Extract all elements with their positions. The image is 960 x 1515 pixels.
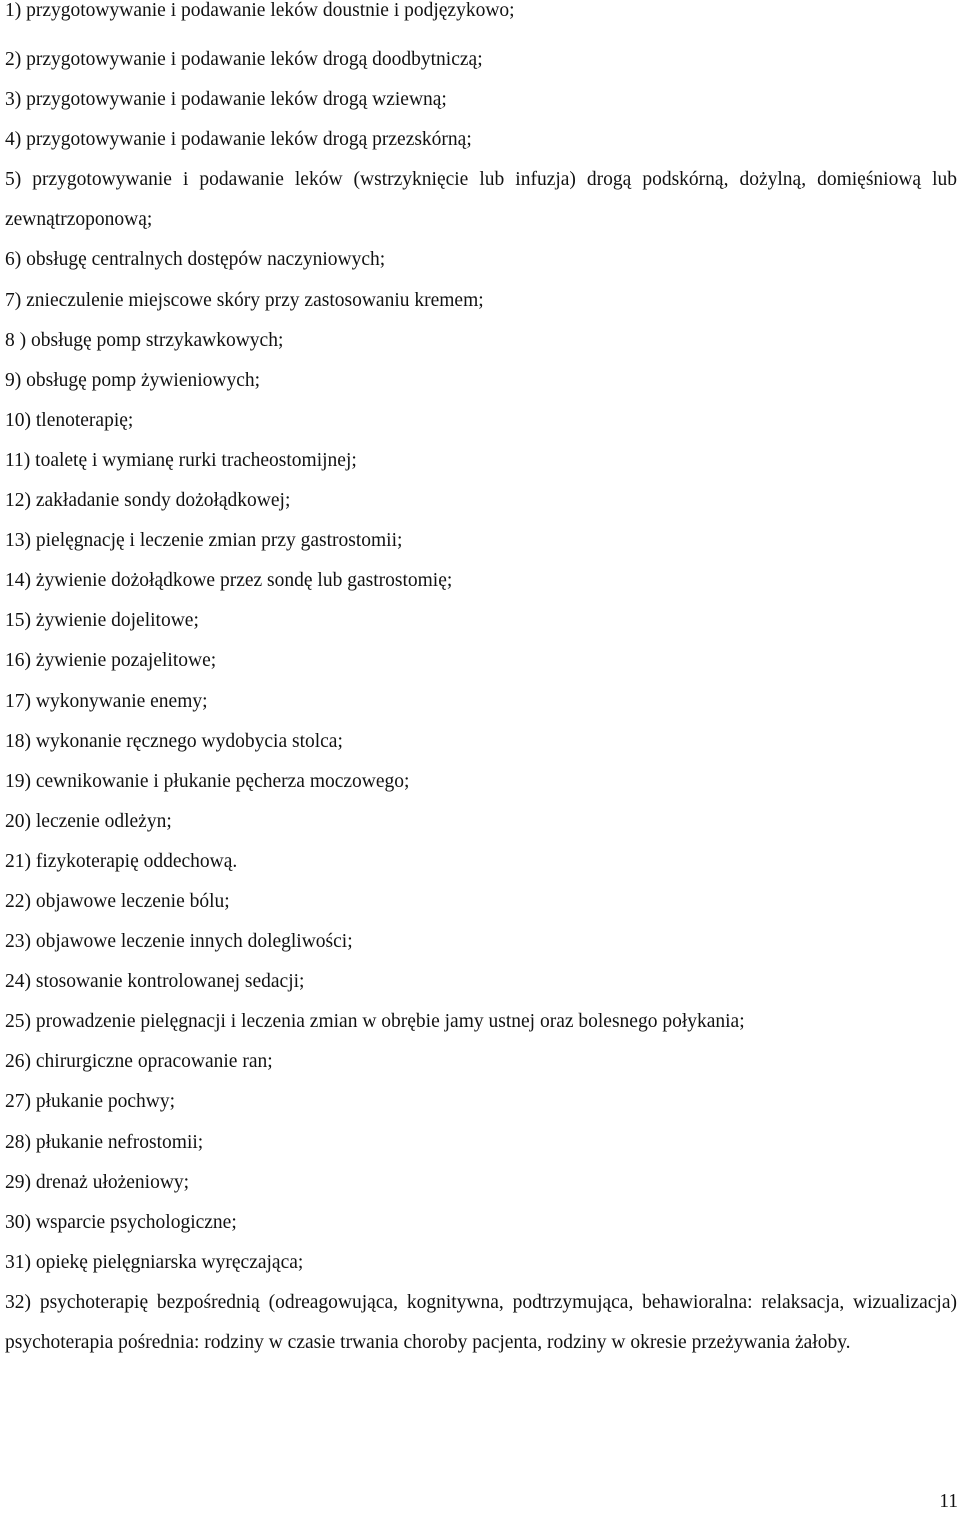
list-item-10: 10) tlenoterapię; [5,409,134,431]
list-item-11: 11) toaletę i wymianę rurki tracheostomijnej; [5,449,357,471]
list-item-25: 25) prowadzenie pielęgnacji i leczenia zmian w obrębie jamy ustnej oraz bolesnego połykania; [5,1011,745,1033]
page-number: 11 [939,1491,958,1512]
list-item-32: 32) psychoterapię bezpośrednią (odreagowująca, kognitywna, podtrzymująca, behawioralna: relaksacja, wizualizacja) psychoterapia pośrednia: rodziny w czasie trwania choroby pacjenta, rodziny w okresie przeżywania żałoby. [5,1291,957,1353]
list-item-27: 27) płukanie pochwy; [5,1091,176,1113]
document-page [5,0,957,1363]
list-item-1: 1) przygotowywanie i podawanie leków doustnie i podjęzykowo; [5,0,515,21]
list-item-13: 13) pielęgnację i leczenie zmian przy gastrostomii; [5,530,403,552]
list-item-24: 24) stosowanie kontrolowanej sedacji; [5,971,305,993]
list-item-29: 29) drenaż ułożeniowy; [5,1171,190,1193]
list-item-3: 3) przygotowywanie i podawanie leków drogą wziewną; [5,89,447,111]
list-item-14: 14) żywienie dożołądkowe przez sondę lub gastrostomię; [5,570,453,592]
list-item-22: 22) objawowe leczenie bólu; [5,890,230,912]
list-item-2: 2) przygotowywanie i podawanie leków drogą doodbytniczą; [5,49,483,70]
list-item-8: 8 ) obsługę pomp strzykawkowych; [5,329,284,351]
list-item-30: 30) wsparcie psychologiczne; [5,1211,237,1233]
list-item-23: 23) objawowe leczenie innych dolegliwości; [5,931,353,953]
list-item-9: 9) obsługę pomp żywieniowych; [5,369,261,391]
list-item-17: 17) wykonywanie enemy; [5,690,208,712]
list-item-16: 16) żywienie pozajelitowe; [5,650,217,672]
list-item-18: 18) wykonanie ręcznego wydobycia stolca; [5,730,343,752]
list-item-5: 5) przygotowywanie i podawanie leków (wstrzyknięcie lub infuzja) drogą podskórną, dożylną, domięśniową lub zewnątrzoponową; [5,169,957,231]
list-item-31: 31) opiekę pielęgniarska wyręczająca; [5,1251,304,1273]
list-item-7: 7) znieczulenie miejscowe skóry przy zastosowaniu kremem; [5,289,484,311]
list-item-12: 12) zakładanie sondy dożołądkowej; [5,490,291,512]
list-item-21: 21) fizykoterapię oddechową. [5,850,238,872]
list-item-4: 4) przygotowywanie i podawanie leków drogą przezskórną; [5,129,472,151]
list-item-15: 15) żywienie dojelitowe; [5,610,199,632]
list-item-19: 19) cewnikowanie i płukanie pęcherza moczowego; [5,770,410,792]
list-item-28: 28) płukanie nefrostomii; [5,1131,204,1153]
list-item-26: 26) chirurgiczne opracowanie ran; [5,1051,273,1073]
list-item-6: 6) obsługę centralnych dostępów naczyniowych; [5,249,386,271]
list-item-20: 20) leczenie odleżyn; [5,810,172,832]
